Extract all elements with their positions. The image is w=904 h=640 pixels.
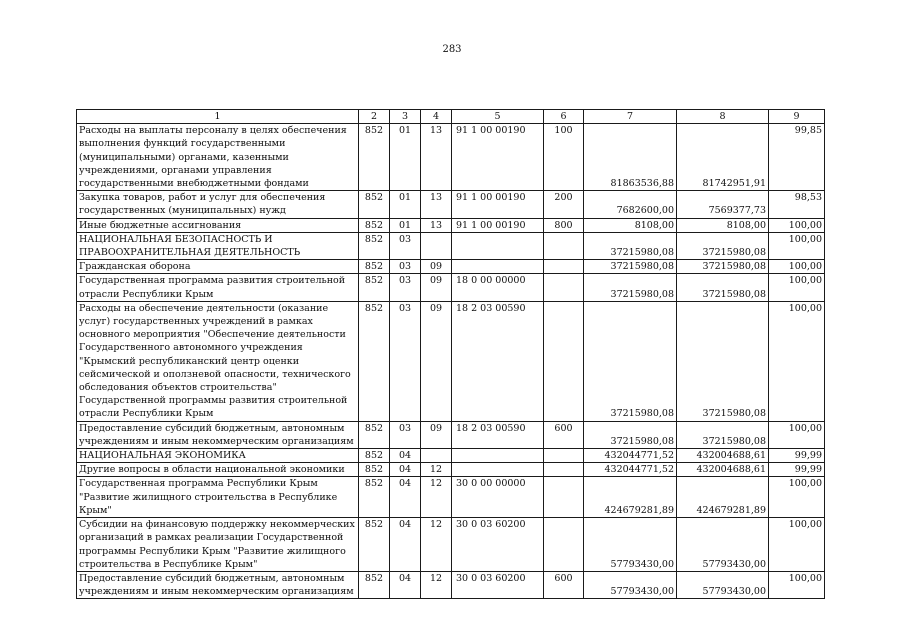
actual-amount-cell: 37215980,08: [677, 274, 769, 301]
column-header-8: 8: [677, 110, 769, 124]
table-row: [77, 191, 825, 218]
ved-code-cell: 852: [359, 232, 390, 259]
section-code-cell: 01: [390, 191, 421, 218]
planned-amount-cell: 432044771,52: [584, 449, 677, 463]
ved-code-cell: 852: [359, 124, 390, 191]
planned-amount-cell: 424679281,89: [584, 477, 677, 518]
ved-code-cell: 852: [359, 301, 390, 421]
actual-amount-cell: 37215980,08: [677, 232, 769, 259]
target-article-cell: [452, 232, 544, 259]
expense-type-cell: 600: [544, 421, 584, 448]
column-header-5: 5: [452, 110, 544, 124]
row-name-cell: Расходы на обеспечение деятельности (оказание услуг) государственных учреждений в рамках основного мероприятия "Обеспечение деятельности Государственного автономного учреждения "Крымский республиканский центр оценки сейсмической и оползневой опасности, технического обследования объектов строительства" Государственной программы развития строительной отрасли Республики Крым: [77, 301, 359, 421]
target-article-cell: 30 0 03 60200: [452, 571, 544, 598]
expense-type-cell: 600: [544, 571, 584, 598]
table-header-row: [77, 110, 825, 124]
column-header-3: 3: [390, 110, 421, 124]
actual-amount-cell: 424679281,89: [677, 477, 769, 518]
planned-amount-cell: 37215980,08: [584, 421, 677, 448]
execution-percent-cell: 99,85: [769, 124, 825, 191]
row-name-cell: НАЦИОНАЛЬНАЯ ЭКОНОМИКА: [77, 449, 359, 463]
expense-type-cell: [544, 518, 584, 572]
table-row: [77, 124, 825, 191]
table-row: [77, 218, 825, 232]
planned-amount-cell: 37215980,08: [584, 232, 677, 259]
subsection-code-cell: 13: [421, 191, 452, 218]
table-row: [77, 232, 825, 259]
planned-amount-cell: 432044771,52: [584, 463, 677, 477]
ved-code-cell: 852: [359, 571, 390, 598]
actual-amount-cell: 7569377,73: [677, 191, 769, 218]
row-name-cell: Другие вопросы в области национальной экономики: [77, 463, 359, 477]
ved-code-cell: 852: [359, 421, 390, 448]
column-header-6: 6: [544, 110, 584, 124]
execution-percent-cell: 98,53: [769, 191, 825, 218]
planned-amount-cell: 37215980,08: [584, 260, 677, 274]
row-name-cell: Закупка товаров, работ и услуг для обеспечения государственных (муниципальных) нужд: [77, 191, 359, 218]
subsection-code-cell: [421, 232, 452, 259]
execution-percent-cell: 100,00: [769, 260, 825, 274]
table-row: [77, 421, 825, 448]
target-article-cell: 30 0 03 60200: [452, 518, 544, 572]
row-name-cell: НАЦИОНАЛЬНАЯ БЕЗОПАСНОСТЬ И ПРАВООХРАНИТЕЛЬНАЯ ДЕЯТЕЛЬНОСТЬ: [77, 232, 359, 259]
ved-code-cell: 852: [359, 260, 390, 274]
budget-table: [76, 109, 825, 599]
expense-type-cell: 100: [544, 124, 584, 191]
column-header-1: 1: [77, 110, 359, 124]
expense-type-cell: [544, 477, 584, 518]
table-row: [77, 518, 825, 572]
actual-amount-cell: 432004688,61: [677, 463, 769, 477]
execution-percent-cell: 100,00: [769, 421, 825, 448]
section-code-cell: 04: [390, 518, 421, 572]
actual-amount-cell: 37215980,08: [677, 301, 769, 421]
execution-percent-cell: 100,00: [769, 518, 825, 572]
section-code-cell: 04: [390, 463, 421, 477]
ved-code-cell: 852: [359, 191, 390, 218]
row-name-cell: Субсидии на финансовую поддержку некоммерческих организаций в рамках реализации Государственной программы Республики Крым "Развитие жилищного строительства в Республике Крым": [77, 518, 359, 572]
execution-percent-cell: 100,00: [769, 232, 825, 259]
row-name-cell: Государственная программа развития строительной отрасли Республики Крым: [77, 274, 359, 301]
table-row: [77, 301, 825, 421]
section-code-cell: 04: [390, 449, 421, 463]
section-code-cell: 01: [390, 124, 421, 191]
execution-percent-cell: 100,00: [769, 218, 825, 232]
expense-type-cell: [544, 449, 584, 463]
actual-amount-cell: 57793430,00: [677, 571, 769, 598]
section-code-cell: 04: [390, 477, 421, 518]
ved-code-cell: 852: [359, 477, 390, 518]
execution-percent-cell: 99,99: [769, 449, 825, 463]
actual-amount-cell: 8108,00: [677, 218, 769, 232]
expense-type-cell: [544, 301, 584, 421]
page-number: 283: [442, 44, 462, 55]
row-name-cell: Иные бюджетные ассигнования: [77, 218, 359, 232]
column-header-7: 7: [584, 110, 677, 124]
subsection-code-cell: 12: [421, 463, 452, 477]
actual-amount-cell: 37215980,08: [677, 260, 769, 274]
subsection-code-cell: 12: [421, 477, 452, 518]
table-row: [77, 274, 825, 301]
execution-percent-cell: 100,00: [769, 274, 825, 301]
subsection-code-cell: 09: [421, 301, 452, 421]
table-row: [77, 260, 825, 274]
subsection-code-cell: 13: [421, 124, 452, 191]
actual-amount-cell: 37215980,08: [677, 421, 769, 448]
target-article-cell: 91 1 00 00190: [452, 218, 544, 232]
ved-code-cell: 852: [359, 449, 390, 463]
expense-type-cell: 800: [544, 218, 584, 232]
row-name-cell: Предоставление субсидий бюджетным, автономным учреждениям и иным некоммерческим организациям: [77, 421, 359, 448]
execution-percent-cell: 100,00: [769, 301, 825, 421]
subsection-code-cell: 09: [421, 260, 452, 274]
expense-type-cell: [544, 274, 584, 301]
section-code-cell: 03: [390, 274, 421, 301]
row-name-cell: Гражданская оборона: [77, 260, 359, 274]
ved-code-cell: 852: [359, 463, 390, 477]
row-name-cell: Предоставление субсидий бюджетным, автономным учреждениям и иным некоммерческим организациям: [77, 571, 359, 598]
row-name-cell: Расходы на выплаты персоналу в целях обеспечения выполнения функций государственными (муниципальными) органами, казенными учреждениями, органами управления государственными внебюджетными фондами: [77, 124, 359, 191]
planned-amount-cell: 8108,00: [584, 218, 677, 232]
expense-type-cell: [544, 260, 584, 274]
section-code-cell: 01: [390, 218, 421, 232]
column-header-4: 4: [421, 110, 452, 124]
expense-type-cell: 200: [544, 191, 584, 218]
planned-amount-cell: 57793430,00: [584, 518, 677, 572]
ved-code-cell: 852: [359, 518, 390, 572]
execution-percent-cell: 100,00: [769, 477, 825, 518]
table-row: [77, 571, 825, 598]
actual-amount-cell: 432004688,61: [677, 449, 769, 463]
column-header-9: 9: [769, 110, 825, 124]
target-article-cell: 91 1 00 00190: [452, 191, 544, 218]
planned-amount-cell: 37215980,08: [584, 274, 677, 301]
row-name-cell: Государственная программа Республики Крым "Развитие жилищного строительства в Республике Крым": [77, 477, 359, 518]
subsection-code-cell: 09: [421, 274, 452, 301]
planned-amount-cell: 37215980,08: [584, 301, 677, 421]
ved-code-cell: 852: [359, 274, 390, 301]
execution-percent-cell: 100,00: [769, 571, 825, 598]
expense-type-cell: [544, 232, 584, 259]
target-article-cell: 18 2 03 00590: [452, 421, 544, 448]
target-article-cell: 18 2 03 00590: [452, 301, 544, 421]
section-code-cell: 03: [390, 421, 421, 448]
subsection-code-cell: 12: [421, 571, 452, 598]
planned-amount-cell: 81863536,88: [584, 124, 677, 191]
execution-percent-cell: 99,99: [769, 463, 825, 477]
subsection-code-cell: [421, 449, 452, 463]
section-code-cell: 03: [390, 232, 421, 259]
table-row: [77, 477, 825, 518]
target-article-cell: 18 0 00 00000: [452, 274, 544, 301]
ved-code-cell: 852: [359, 218, 390, 232]
target-article-cell: 30 0 00 00000: [452, 477, 544, 518]
table-row: [77, 463, 825, 477]
planned-amount-cell: 57793430,00: [584, 571, 677, 598]
table-row: [77, 449, 825, 463]
target-article-cell: [452, 449, 544, 463]
section-code-cell: 03: [390, 260, 421, 274]
actual-amount-cell: 57793430,00: [677, 518, 769, 572]
planned-amount-cell: 7682600,00: [584, 191, 677, 218]
subsection-code-cell: 09: [421, 421, 452, 448]
actual-amount-cell: 81742951,91: [677, 124, 769, 191]
section-code-cell: 03: [390, 301, 421, 421]
subsection-code-cell: 12: [421, 518, 452, 572]
target-article-cell: [452, 463, 544, 477]
subsection-code-cell: 13: [421, 218, 452, 232]
section-code-cell: 04: [390, 571, 421, 598]
column-header-2: 2: [359, 110, 390, 124]
target-article-cell: [452, 260, 544, 274]
target-article-cell: 91 1 00 00190: [452, 124, 544, 191]
expense-type-cell: [544, 463, 584, 477]
